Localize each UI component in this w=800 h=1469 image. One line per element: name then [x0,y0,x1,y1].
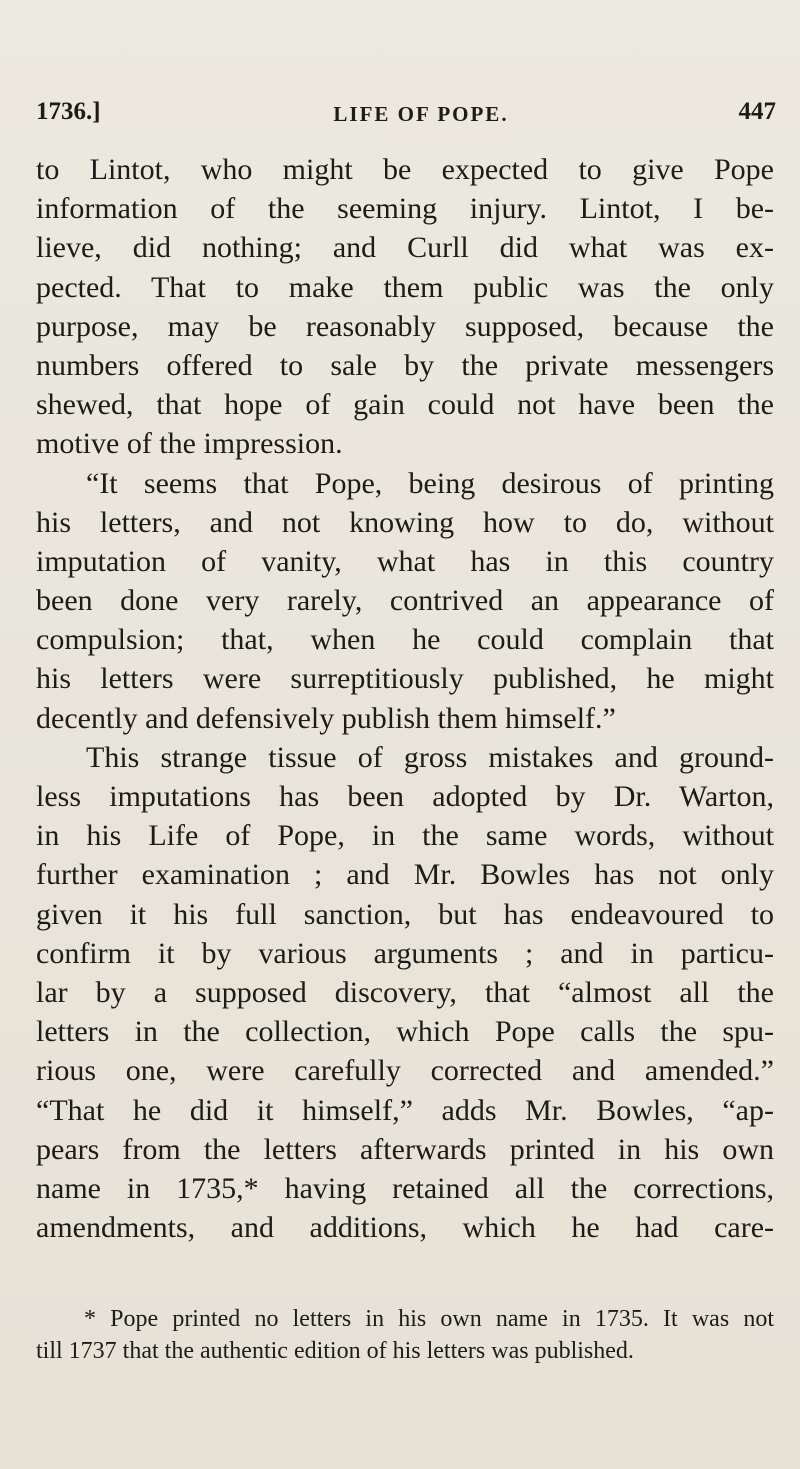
text-line: pears from the letters afterwards printed in his own [36,1132,774,1166]
footnote-line: till 1737 that the authentic edition of his letters was published. [36,1338,634,1364]
text-line: motive of the impression. [36,427,343,461]
text-line: name in 1735,* having retained all the corrections, [36,1171,774,1205]
text-line: confirm it by various arguments ; and in particu- [36,936,774,970]
text-line: purpose, may be reasonably supposed, because the [36,309,774,343]
body-text [36,150,774,1247]
text-line: his letters, and not knowing how to do, without [36,505,774,539]
text-line: lar by a supposed discovery, that “almost all the [36,975,774,1009]
text-line: pected. That to make them public was the only [36,270,774,304]
page-number: 447 [738,98,776,125]
text-line: in his Life of Pope, in the same words, without [36,819,774,853]
running-header [36,98,776,132]
text-line: imputation of vanity, what has in this country [36,544,774,578]
header-year: 1736.] [36,98,101,125]
text-line: shewed, that hope of gain could not have been the [36,388,774,422]
footnote [36,1303,774,1367]
footnote-line: * Pope printed no letters in his own name in 1735. It was not [84,1306,774,1332]
text-line: lieve, did nothing; and Curll did what was ex- [36,231,774,265]
text-line: “That he did it himself,” adds Mr. Bowles, “ap- [36,1093,774,1127]
text-line: compulsion; that, when he could complain that [36,623,774,657]
text-line: given it his full sanction, but has endeavoured to [36,897,774,931]
text-line: information of the seeming injury. Lintot, I be- [36,192,774,226]
text-line: numbers offered to sale by the private messengers [36,348,774,382]
text-line: less imputations has been adopted by Dr. Warton, [36,780,774,813]
text-line: further examination ; and Mr. Bowles has not only [36,858,774,892]
text-line: to Lintot, who might be expected to give Pope [36,153,774,186]
header-title: LIFE OF POPE. [333,102,509,126]
text-line: “It seems that Pope, being desirous of printing [86,466,774,500]
text-line: rious one, were carefully corrected and amended.” [36,1054,774,1088]
text-line: been done very rarely, contrived an appearance of [36,584,774,618]
text-line: decently and defensively publish them himself.” [36,701,616,735]
text-line: amendments, and additions, which he had care- [36,1211,774,1245]
text-line: his letters were surreptitiously published, he might [36,662,774,696]
text-line: letters in the collection, which Pope calls the spu- [36,1015,774,1049]
text-line: This strange tissue of gross mistakes and ground- [86,740,774,774]
